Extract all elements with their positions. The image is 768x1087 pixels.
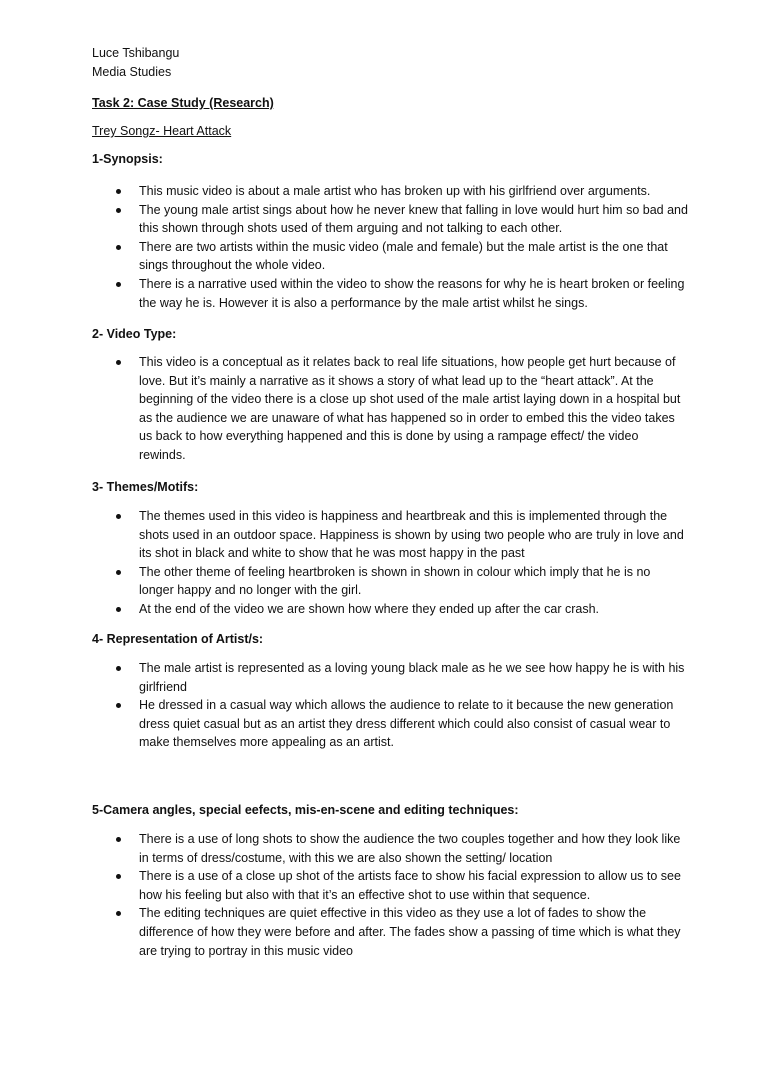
representation-list [0,659,768,752]
bullet-icon [116,189,121,194]
bullet-icon [116,208,121,213]
list-item: There are two artists within the music video (male and female) but the male artist is the one that sings throughout the whole video. [0,238,768,275]
section-heading-synopsis: 1-Synopsis: [92,152,163,166]
list-item: This video is a conceptual as it relates back to real life situations, how people get hurt because of love. But it’s mainly a narrative as it shows a story of what lead up to the “heart attack”. At the beginning of the video there is a close up shot used of the male artist laying down in a hospital but as the audience we are unaware of what has happened so in order to embed this the video takes us back to how everything happened and this is done by using a rampage effect/ the video rewinds. [0,353,768,465]
bullet-icon [116,570,121,575]
camera-list [0,830,768,960]
synopsis-list [0,182,768,312]
subject-name: Media Studies [92,65,172,79]
list-item: There is a narrative used within the video to show the reasons for why he is heart broken or feeling the way he is. However it is also a performance by the male artist whilst he sings. [0,275,768,312]
section-heading-themes: 3- Themes/Motifs: [92,480,199,494]
list-item: The themes used in this video is happiness and heartbreak and this is implemented through the shots used in an outdoor space. Happiness is shown by using two people who are truly in love and its shot in black and white to show that he was most happy in the past [0,507,768,563]
list-item: There is a use of a close up shot of the artists face to show his facial expression to allow us to see how his feeling but also with that it’s an effective shot to use within that sequence. [0,867,768,904]
bullet-icon [116,666,121,671]
list-item: The young male artist sings about how he never knew that falling in love would hurt him so bad and this shown through shots used of them arguing and not talking to each other. [0,201,768,238]
song-title: Trey Songz- Heart Attack [92,124,232,138]
author-name: Luce Tshibangu [92,46,180,60]
bullet-icon [116,703,121,708]
section-heading-representation: 4- Representation of Artist/s: [92,632,264,646]
bullet-icon [116,607,121,612]
bullet-icon [116,514,121,519]
list-item: The other theme of feeling heartbroken is shown in shown in colour which imply that he is no longer happy and no longer with the girl. [0,563,768,600]
bullet-icon [116,911,121,916]
list-item: There is a use of long shots to show the audience the two couples together and how they look like in terms of dress/costume, with this we are also shown the setting/ location [0,830,768,867]
section-heading-video-type: 2- Video Type: [92,327,177,341]
bullet-icon [116,837,121,842]
list-item: The male artist is represented as a loving young black male as he we see how happy he is with his girlfriend [0,659,768,696]
list-item: This music video is about a male artist who has broken up with his girlfriend over arguments. [0,182,768,201]
themes-list [0,507,768,619]
list-item: He dressed in a casual way which allows the audience to relate to it because the new generation dress quiet casual but as an artist they dress different which could also consist of casual wear to make themselves more appealing as an artist. [0,696,768,752]
bullet-icon [116,245,121,250]
video-type-list [0,353,768,465]
section-heading-camera: 5-Camera angles, special eefects, mis-en-scene and editing techniques: [92,803,519,817]
list-item: The editing techniques are quiet effective in this video as they use a lot of fades to show the difference of how they were before and after. The fades show a passing of time which is what they are trying to portray in this music video [0,904,768,960]
bullet-icon [116,360,121,365]
bullet-icon [116,282,121,287]
list-item: At the end of the video we are shown how where they ended up after the car crash. [0,600,768,619]
task-heading: Task 2: Case Study (Research) [92,96,274,110]
bullet-icon [116,874,121,879]
